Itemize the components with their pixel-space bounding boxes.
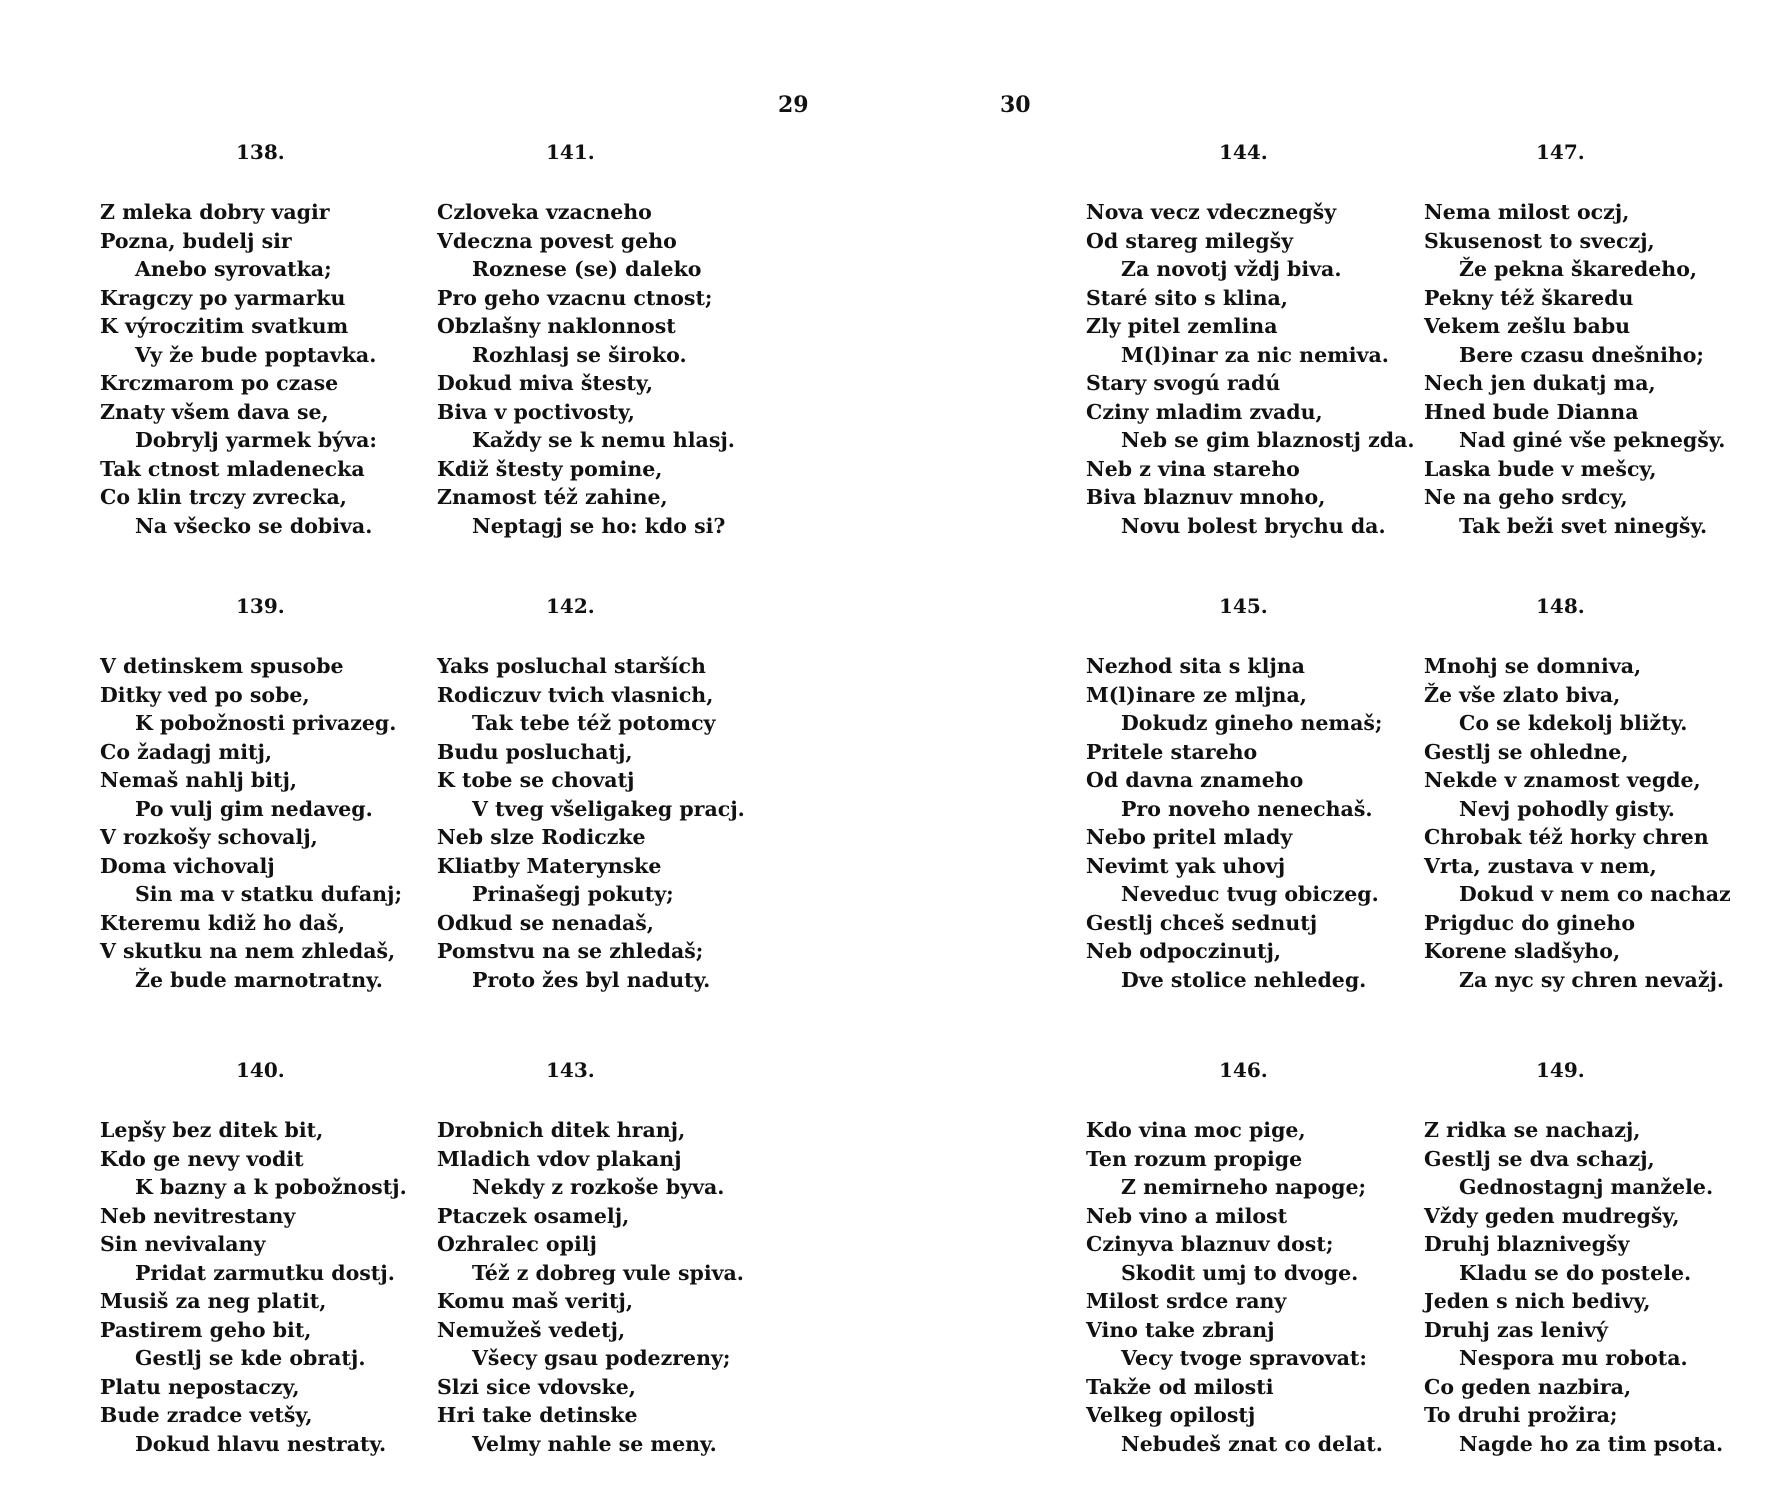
verse-line: Rozhlasj se široko. [472, 342, 687, 367]
verse-line: Co klin trczy zvrecka, [100, 485, 347, 509]
verse-line: Chrobak též horky chren [1424, 825, 1709, 849]
verse-line: Nebudeš znat co delat. [1121, 1431, 1383, 1456]
verse-line: Nevimt yak uhovj [1086, 853, 1286, 878]
verse-line: Velmy nahle se meny. [472, 1431, 717, 1456]
verse-line: Druhj blaznivegšy [1424, 1232, 1630, 1256]
verse-line: Nekde v znamost vegde, [1424, 768, 1701, 792]
poem-lines [1424, 1116, 1754, 1458]
page-number-left: 29 [778, 92, 809, 118]
verse-line: Nech jen dukatj ma, [1424, 371, 1656, 395]
verse-line: Kteremu kdiž ho daš, [100, 910, 346, 935]
verse-line: Nema milost oczj, [1424, 200, 1630, 224]
verse-line: Neb slze Rodiczke [437, 825, 646, 849]
verse-line: Hned bude Dianna [1424, 399, 1639, 424]
verse-line: K výroczitim svatkum [100, 314, 349, 338]
verse-line: Dokud miva štesty, [437, 371, 653, 395]
verse-line: Vino take zbranj [1086, 1317, 1275, 1342]
poem-lines [1086, 652, 1416, 994]
verse-line: Skodit umj to dvoge. [1121, 1260, 1359, 1285]
verse-line: Od davna znameho [1086, 768, 1304, 792]
verse-line: Dokudz gineho nemaš; [1121, 711, 1383, 735]
verse-line: Nevj pohodly gisty. [1459, 796, 1675, 821]
verse-line: Též z dobreg vule spiva. [472, 1260, 744, 1285]
verse-line: Kliatby Materynske [437, 853, 662, 878]
verse-line: Prinašegj pokuty; [472, 882, 674, 906]
poem-number: 138. [236, 140, 285, 164]
poem-block [437, 140, 767, 540]
verse-line: M(l)inare ze mljna, [1086, 682, 1307, 707]
verse-line: Nemužeš vedetj, [437, 1317, 626, 1342]
verse-line: Krczmarom po czase [100, 371, 339, 395]
verse-line: To druhi prožira; [1424, 1403, 1618, 1427]
poem-number: 146. [1219, 1058, 1268, 1082]
verse-line: Pomstvu na se zhledaš; [437, 939, 704, 963]
verse-line: Mnohj se domniva, [1424, 654, 1642, 678]
verse-line: Lepšy bez ditek bit, [100, 1118, 324, 1142]
poem-number: 149. [1536, 1058, 1585, 1082]
verse-line: Nezhod sita s kljna [1086, 654, 1305, 678]
verse-line: Vrta, zustava v nem, [1424, 853, 1657, 878]
verse-line: Neb z vina stareho [1086, 456, 1300, 481]
verse-line: Anebo syrovatka; [135, 257, 332, 281]
verse-line: Ten rozum propige [1086, 1146, 1303, 1171]
verse-line: Dobrylj yarmek býva: [135, 428, 377, 452]
verse-line: Drobnich ditek hranj, [437, 1118, 686, 1142]
verse-line: Czinyva blaznuv dost; [1086, 1232, 1334, 1256]
verse-line: Nebo pritel mlady [1086, 825, 1293, 849]
verse-line: Neb nevitrestany [100, 1203, 296, 1228]
poem-number: 147. [1536, 140, 1585, 164]
verse-line: Kdiž štesty pomine, [437, 456, 663, 481]
verse-line: Obzlašny naklonnost [437, 314, 676, 338]
verse-line: Neb odpoczinutj, [1086, 939, 1282, 963]
verse-line: Že pekna škaredeho, [1459, 257, 1698, 281]
verse-line: Gestlj se dva schazj, [1424, 1146, 1655, 1171]
verse-line: K tobe se chovatj [437, 768, 635, 792]
verse-line: Musiš za neg platit, [100, 1289, 327, 1313]
verse-line: Laska bude v mešcy, [1424, 456, 1657, 481]
verse-line: Ne na geho srdcy, [1424, 485, 1628, 509]
poem-block [1086, 594, 1416, 994]
verse-line: Co geden nazbira, [1424, 1374, 1632, 1399]
verse-line: Czloveka vzacneho [437, 200, 652, 224]
verse-line: Budu posluchatj, [437, 739, 633, 764]
poem-number: 145. [1219, 594, 1268, 618]
verse-line: Neveduc tvug obiczeg. [1121, 882, 1379, 906]
verse-line: V rozkošy schovalj, [100, 825, 318, 849]
poem-lines [437, 198, 767, 540]
verse-line: Vdeczna povest geho [437, 228, 677, 253]
poem-number: 144. [1219, 140, 1268, 164]
verse-line: Pastirem geho bit, [100, 1317, 312, 1342]
verse-line: Za novotj vždj biva. [1121, 257, 1342, 281]
poem-number: 143. [546, 1058, 595, 1082]
verse-line: Ptaczek osamelj, [437, 1203, 630, 1228]
verse-line: Kladu se do postele. [1459, 1260, 1692, 1285]
poem-block [1424, 1058, 1754, 1458]
verse-line: Yaks posluchal starších [437, 654, 706, 678]
poem-block [1424, 594, 1754, 994]
verse-line: Gednostagnj manžele. [1459, 1175, 1714, 1199]
verse-line: Dve stolice nehledeg. [1121, 967, 1367, 992]
poem-block [100, 140, 430, 540]
verse-line: Korene sladšyho, [1424, 939, 1621, 963]
verse-line: Cziny mladim zvadu, [1086, 399, 1323, 424]
verse-line: Nekdy z rozkoše byva. [472, 1175, 725, 1199]
verse-line: Pekny též škaredu [1424, 285, 1634, 310]
verse-line: Bere czasu dnešniho; [1459, 342, 1704, 367]
verse-line: Novu bolest brychu da. [1121, 513, 1386, 538]
verse-line: Vecy tvoge spravovat: [1121, 1346, 1367, 1370]
verse-line: Velkeg opilostj [1086, 1403, 1256, 1427]
poem-number: 142. [546, 594, 595, 618]
verse-line: Slzi sice vdovske, [437, 1374, 636, 1399]
poem-block [437, 594, 767, 994]
verse-line: Biva blaznuv mnoho, [1086, 485, 1326, 509]
verse-line: Zly pitel zemlina [1086, 314, 1278, 338]
verse-line: Gestlj se kde obratj. [135, 1346, 366, 1370]
verse-line: Hri take detinske [437, 1403, 638, 1427]
poem-number: 148. [1536, 594, 1585, 618]
verse-line: Prigduc do gineho [1424, 910, 1635, 935]
verse-line: Vždy geden mudregšy, [1424, 1203, 1680, 1228]
verse-line: K bazny a k pobožnostj. [135, 1175, 407, 1199]
poem-lines [1086, 198, 1416, 540]
verse-line: Stary svogú radú [1086, 371, 1281, 395]
poem-lines [437, 652, 767, 994]
verse-line: Doma vichovalj [100, 853, 275, 878]
poem-lines [1086, 1116, 1416, 1458]
verse-line: Neb se gim blaznostj zda. [1121, 428, 1415, 452]
verse-line: Tak tebe též potomcy [472, 711, 716, 735]
poem-block [1086, 140, 1416, 540]
verse-line: Vy že bude poptavka. [135, 342, 377, 367]
verse-line: Platu nepostaczy, [100, 1374, 300, 1399]
verse-line: Na všecko se dobiva. [135, 513, 373, 538]
verse-line: Ditky ved po sobe, [100, 682, 310, 707]
verse-line: Znaty všem dava se, [100, 399, 329, 424]
verse-line: Za nyc sy chren nevažj. [1459, 967, 1725, 992]
verse-line: Od stareg milegšy [1086, 228, 1294, 253]
verse-line: Z ridka se nachazj, [1424, 1118, 1641, 1142]
verse-line: Dokud v nem co nachaz [1459, 882, 1731, 906]
verse-line: Jeden s nich bedivy, [1424, 1289, 1651, 1313]
verse-line: Takže od milosti [1086, 1374, 1274, 1399]
verse-line: Tak beži svet ninegšy. [1459, 513, 1708, 538]
poem-lines [100, 198, 430, 540]
poem-number: 140. [236, 1058, 285, 1082]
verse-line: Bude zradce vetšy, [100, 1403, 313, 1427]
verse-line: Nad giné vše peknegšy. [1459, 428, 1726, 452]
poem-block [1086, 1058, 1416, 1458]
poem-lines [100, 652, 430, 994]
verse-line: Biva v poctivosty, [437, 399, 635, 424]
verse-line: Odkud se nenadaš, [437, 910, 654, 935]
poem-lines [100, 1116, 430, 1458]
poem-number: 139. [236, 594, 285, 618]
poem-lines [1424, 652, 1754, 994]
verse-line: Co se kdekolj bližty. [1459, 711, 1688, 735]
verse-line: Ozhralec opilj [437, 1232, 597, 1256]
poem-lines [1424, 198, 1754, 540]
verse-line: Pro noveho nenechaš. [1121, 796, 1373, 821]
verse-line: Nagde ho za tim psota. [1459, 1431, 1724, 1456]
poem-block [100, 594, 430, 994]
verse-line: Z mleka dobry vagir [100, 200, 330, 224]
verse-line: Vekem zešlu babu [1424, 314, 1631, 338]
verse-line: Neptagj se ho: kdo si? [472, 513, 726, 538]
verse-line: Sin ma v statku dufanj; [135, 882, 403, 906]
verse-line: Gestlj chceš sednutj [1086, 910, 1318, 935]
poem-number: 141. [546, 140, 595, 164]
poem-block [100, 1058, 430, 1458]
verse-line: M(l)inar za nic nemiva. [1121, 342, 1389, 367]
verse-line: Rodiczuv tvich vlasnich, [437, 682, 714, 707]
verse-line: Roznese (se) daleko [472, 257, 702, 281]
verse-line: Po vulj gim nedaveg. [135, 796, 373, 821]
verse-line: Z nemirneho napoge; [1121, 1175, 1367, 1199]
verse-line: Sin nevivalany [100, 1232, 266, 1256]
verse-line: Všecy gsau podezreny; [472, 1346, 731, 1370]
verse-line: Kdo vina moc pige, [1086, 1118, 1306, 1142]
verse-line: Pozna, budelj sir [100, 228, 292, 253]
verse-line: Staré sito s klina, [1086, 285, 1288, 310]
verse-line: Gestlj se ohledne, [1424, 739, 1629, 764]
poem-block [437, 1058, 767, 1458]
verse-line: Nemaš nahlj bitj, [100, 768, 298, 792]
verse-line: Každy se k nemu hlasj. [472, 428, 735, 452]
verse-line: Že bude marnotratny. [135, 967, 383, 992]
verse-line: V skutku na nem zhledaš, [100, 939, 396, 963]
verse-line: Proto žes byl naduty. [472, 967, 711, 992]
verse-line: Nova vecz vdecznegšy [1086, 200, 1337, 224]
verse-line: Pro geho vzacnu ctnost; [437, 285, 713, 310]
verse-line: Pritele stareho [1086, 739, 1258, 764]
verse-line: Skusenost to sveczj, [1424, 228, 1655, 253]
verse-line: Nespora mu robota. [1459, 1346, 1688, 1370]
verse-line: Komu maš veritj, [437, 1289, 633, 1313]
verse-line: V tveg všeligakeg pracj. [472, 796, 745, 821]
verse-line: Tak ctnost mladenecka [100, 456, 365, 481]
verse-line: Mladich vdov plakanj [437, 1146, 682, 1171]
verse-line: Znamost též zahine, [437, 485, 668, 509]
verse-line: Kragczy po yarmarku [100, 285, 346, 310]
verse-line: Co žadagj mitj, [100, 739, 273, 764]
verse-line: Dokud hlavu nestraty. [135, 1431, 387, 1456]
verse-line: K pobožnosti privazeg. [135, 711, 397, 735]
verse-line: Pridat zarmutku dostj. [135, 1260, 395, 1285]
verse-line: Že vše zlato biva, [1424, 682, 1621, 707]
verse-line: Milost srdce rany [1086, 1289, 1287, 1313]
poem-block [1424, 140, 1754, 540]
verse-line: V detinskem spusobe [100, 654, 344, 678]
poem-lines [437, 1116, 767, 1458]
verse-line: Kdo ge nevy vodit [100, 1146, 304, 1171]
verse-line: Druhj zas lenivý [1424, 1317, 1608, 1342]
verse-line: Neb vino a milost [1086, 1203, 1288, 1228]
page-number-right: 30 [1000, 92, 1031, 118]
